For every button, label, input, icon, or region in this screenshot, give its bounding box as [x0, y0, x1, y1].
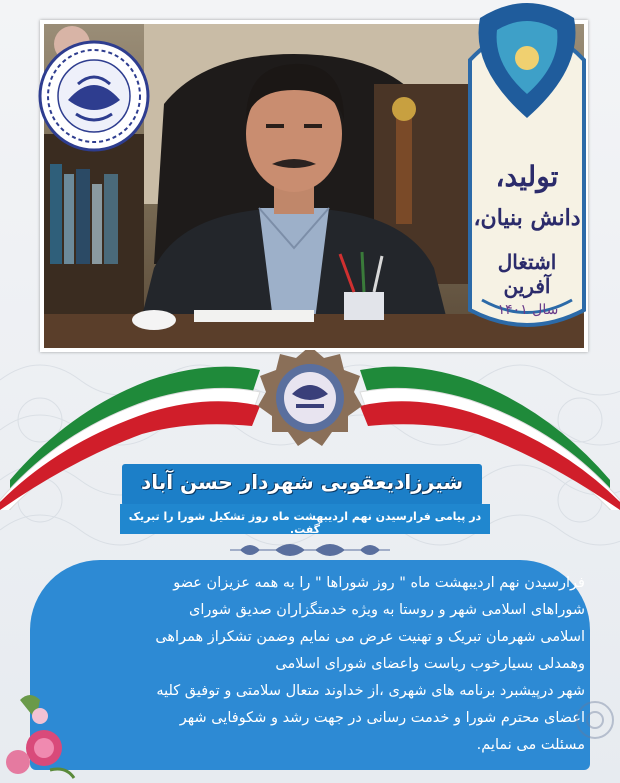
- subheadline: در پیامی فرارسیدن نهم اردیبهشت ماه روز تشکیل شورا را تبریک گفت.: [128, 510, 482, 536]
- corner-motif-icon: [570, 690, 620, 750]
- slogan-line-job-creation: اشتغال آفرین: [497, 250, 557, 298]
- slogan-year: سال ۱۴۰۱: [497, 302, 559, 318]
- municipality-logo: [258, 350, 362, 446]
- message-line: فرارسیدن نهم اردیبهشت ماه " روز شوراها " را به همه عزیزان عضو: [173, 575, 585, 591]
- message-line: اسلامی شهرمان تبریک و تهنیت عرض می نمایم وضمن تشکراز همراهی: [155, 629, 585, 645]
- message-line: شهر درپیشبرد برنامه های شهری ،از خداوند متعال سلامتی و توفیق کلیه: [156, 683, 585, 699]
- council-seal-emblem: [38, 40, 150, 152]
- message-line: شوراهای اسلامی شهر و روستا به ویژه خدمتگزاران صدیق شورای: [189, 602, 585, 618]
- flower-decoration-icon: [0, 690, 80, 783]
- slogan-line-production: تولید،: [495, 160, 559, 193]
- message-line: مسئلت می نمایم.: [476, 737, 585, 753]
- ornament-divider: [230, 538, 390, 562]
- message-line: وهمدلی بسیارخوب ریاست واعضای شورای اسلامی: [275, 656, 585, 672]
- headline: شیرزادیعقوبی شهردار حسن آباد: [140, 470, 464, 494]
- message-line: اعضای محترم شورا و خدمت رسانی در جهت رشد و شکوفایی شهر: [179, 710, 585, 726]
- message-body: [55, 570, 585, 759]
- slogan-line-knowledge-based: دانش بنیان،: [473, 205, 581, 231]
